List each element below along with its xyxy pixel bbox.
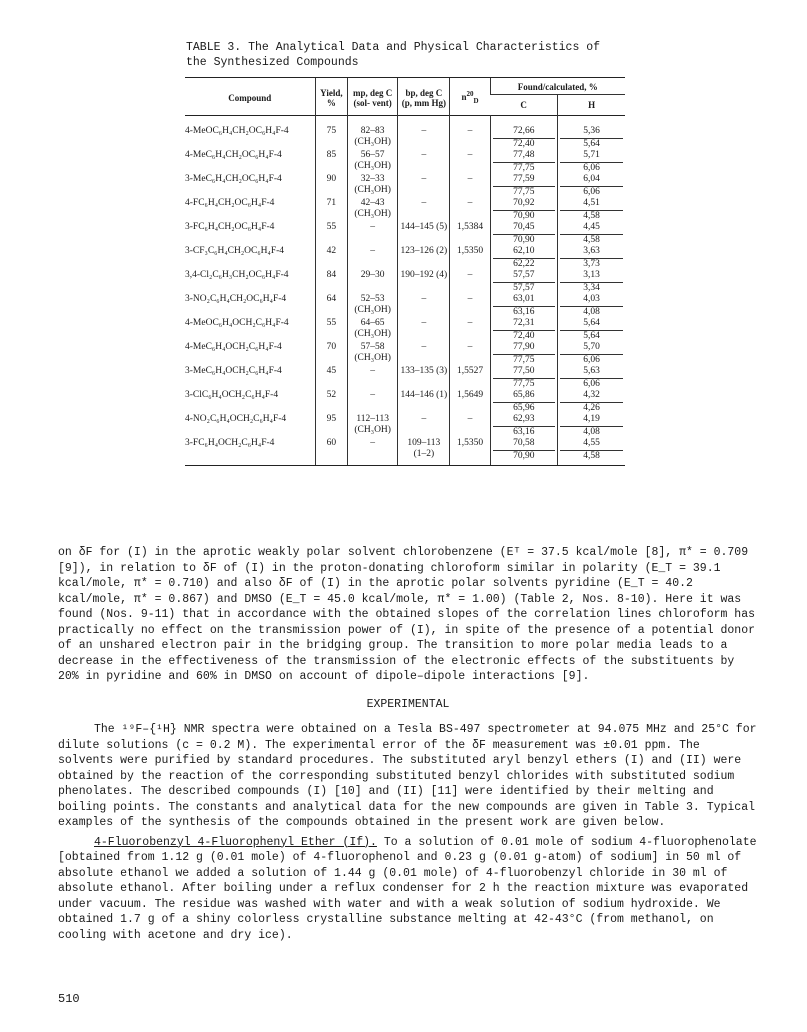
c-calculated-value: 63,16 [513, 306, 535, 317]
c-calculated-value: 77,75 [513, 162, 535, 173]
mp-cell: – [348, 438, 398, 466]
h-found-value: 4,32 [560, 390, 623, 403]
table-row [185, 116, 625, 151]
yield-cell: 60 [315, 438, 347, 466]
table-row [185, 438, 625, 466]
paragraph-nmr-methods: The ¹⁹F–{¹H} NMR spectra were obtained on a Tesla BS-497 spectrometer at 94.075 MHz and 25°C for dilute solutions (c = 0.2 M). The experimental error of the δF measurement was ±0.01 ppm. The solvents were purified by standard procedures. The substituted aryl benzyl ethers (I) and (II) were obtained by the reaction of the corresponding substituted benzyl chlorides with substituted sodium phenolates. The described compounds (I) [10] and (II) [11] were identified by their melting and boiling points. The constants and analytical data for the new compounds are given in Table 3. Typical examples of the synthesis of the compounds obtained in the present work are given below. [58, 723, 757, 829]
h-percent-cell [558, 342, 625, 366]
header-h: H [558, 94, 625, 116]
h-percent-cell [558, 198, 625, 222]
c-calculated-value: 70,90 [513, 234, 535, 245]
yield-cell: 95 [315, 414, 347, 438]
yield-cell: 85 [315, 150, 347, 174]
mp-cell: 52–53 (CH₃OH) [348, 294, 398, 318]
yield-cell: 52 [315, 390, 347, 414]
bp-cell: 144–146 (1) [398, 390, 450, 414]
nd-cell: 1,5527 [450, 366, 490, 390]
c-found-value: 62,93 [493, 414, 556, 427]
h-calculated-value: 4,26 [583, 402, 600, 413]
c-calculated-value: 57,57 [513, 282, 535, 293]
data-table [185, 77, 625, 466]
c-percent-cell [490, 318, 558, 342]
bp-cell: 123–126 (2) [398, 246, 450, 270]
c-found-value: 77,90 [493, 342, 556, 355]
mp-cell: – [348, 390, 398, 414]
h-calculated-value: 5,64 [583, 330, 600, 341]
yield-cell: 71 [315, 198, 347, 222]
h-percent-cell [558, 366, 625, 390]
bp-cell: 133–135 (3) [398, 366, 450, 390]
yield-cell: 45 [315, 366, 347, 390]
table-row [185, 150, 625, 174]
h-percent-cell [558, 222, 625, 246]
mp-cell: 56–57 (CH₃OH) [348, 150, 398, 174]
nd-cell: – [450, 414, 490, 438]
h-found-value: 3,63 [560, 246, 623, 259]
table-row [185, 390, 625, 414]
table-row [185, 246, 625, 270]
h-calculated-value: 6,06 [583, 186, 600, 197]
c-found-value: 65,86 [493, 390, 556, 403]
h-found-value: 4,51 [560, 198, 623, 211]
compound-cell: 3-CF₃C₆H₄CH₂OC₆H₄F-4 [185, 246, 285, 256]
compound-cell: 3-FC₆H₄CH₂OC₆H₄F-4 [185, 222, 275, 232]
synthesis-title: 4-Fluorobenzyl 4-Fluorophenyl Ether (If). [94, 835, 377, 849]
table-row [185, 342, 625, 366]
table-row [185, 294, 625, 318]
c-found-value: 72,31 [493, 318, 556, 331]
nd-cell: – [450, 198, 490, 222]
table-row [185, 222, 625, 246]
table-row [185, 270, 625, 294]
c-percent-cell [490, 438, 558, 466]
h-percent-cell [558, 414, 625, 438]
header-yield: Yield, % [315, 78, 347, 116]
nd-cell: 1,5384 [450, 222, 490, 246]
yield-cell: 55 [315, 222, 347, 246]
compound-cell: 4-MeOC₆H₄OCH₂C₆H₄F-4 [185, 318, 289, 328]
bp-cell: – [398, 198, 450, 222]
mp-cell: 42–43 (CH₃OH) [348, 198, 398, 222]
c-percent-cell [490, 414, 558, 438]
nd-cell: – [450, 116, 490, 151]
page-number: 510 [58, 992, 80, 1006]
yield-cell: 42 [315, 246, 347, 270]
h-percent-cell [558, 174, 625, 198]
h-found-value: 5,71 [560, 150, 623, 163]
h-found-value: 4,19 [560, 414, 623, 427]
paragraph-synthesis [58, 835, 758, 944]
h-found-value: 5,64 [560, 318, 623, 331]
h-calculated-value: 5,64 [583, 138, 600, 149]
h-found-value: 5,36 [560, 126, 623, 139]
c-calculated-value: 62,22 [513, 258, 535, 269]
compound-cell: 3-ClC₆H₄OCH₂C₆H₄F-4 [185, 390, 279, 400]
yield-cell: 64 [315, 294, 347, 318]
compound-cell: 4-MeC₆H₄CH₂OC₆H₄F-4 [185, 150, 282, 160]
bp-cell: 109–113 (1–2) [398, 438, 450, 466]
paragraph-solvent-effects: on δF for (I) in the aprotic weakly polar solvent chlorobenzene (Eᵀ = 37.5 kcal/mole [8], π* = 0.709 [9]), in relation to δF of (I) in the proton-donating chloroform similar in polarity (E_T = 39.1 kcal/mole, π* = 0.710) and also δF of (I) in the aprotic polar solvents pyridine (E_T = 40.2 kcal/mole, π* = 0.867) and DMSO (E_T = 45.0 kcal/mole, π* = 1.00) (Table 2, Nos. 8-10). Here it was found (Nos. 9-11) that in accordance with the obtained slopes of the correlation lines chloroform has practically no effect on the transmission power of (I), in spite of the presence of a potential donor of an unshared electron pair in the bridging group. The transition to more polar media leads to a decrease in the effectiveness of the transmission of the electronic effects of the substituents by 20% in pyridine and 60% in DMSO on account of dipole–dipole interactions [9]. [58, 546, 756, 683]
nd-cell: 1,5350 [450, 246, 490, 270]
c-found-value: 77,50 [493, 366, 556, 379]
nd-cell: – [450, 318, 490, 342]
header-compound: Compound [185, 78, 315, 116]
h-found-value: 3,13 [560, 270, 623, 283]
h-percent-cell [558, 318, 625, 342]
nd-cell: – [450, 270, 490, 294]
bp-cell: – [398, 294, 450, 318]
c-percent-cell [490, 174, 558, 198]
yield-cell: 90 [315, 174, 347, 198]
h-calculated-value: 6,06 [583, 378, 600, 389]
c-found-value: 62,10 [493, 246, 556, 259]
table-row [185, 198, 625, 222]
c-percent-cell [490, 222, 558, 246]
table-body [185, 116, 625, 466]
header-nd: $n^{20}_D$ [450, 78, 490, 116]
article-body [58, 545, 758, 943]
c-calculated-value: 70,90 [513, 210, 535, 221]
h-percent-cell [558, 150, 625, 174]
h-found-value: 5,63 [560, 366, 623, 379]
h-calculated-value: 6,06 [583, 162, 600, 173]
compound-cell: 3,4-Cl₂C₆H₃CH₂OC₆H₄F-4 [185, 270, 289, 280]
yield-cell: 75 [315, 116, 347, 151]
h-percent-cell [558, 246, 625, 270]
c-found-value: 77,48 [493, 150, 556, 163]
h-found-value: 4,55 [560, 438, 623, 451]
mp-cell: 29–30 [348, 270, 398, 294]
c-percent-cell [490, 116, 558, 151]
mp-cell: 112–113 (CH₃OH) [348, 414, 398, 438]
yield-cell: 70 [315, 342, 347, 366]
c-found-value: 57,57 [493, 270, 556, 283]
compound-cell: 3-FC₆H₄OCH₂C₆H₄F-4 [185, 438, 315, 466]
c-found-value: 63,01 [493, 294, 556, 307]
bp-cell: – [398, 150, 450, 174]
c-found-value: 70,92 [493, 198, 556, 211]
c-percent-cell [490, 342, 558, 366]
h-found-value: 4,03 [560, 294, 623, 307]
h-found-value: 5,70 [560, 342, 623, 355]
compound-cell: 3-MeC₆H₄OCH₂C₆H₄F-4 [185, 366, 282, 376]
nd-cell: 1,5350 [450, 438, 490, 466]
nd-cell: – [450, 150, 490, 174]
c-percent-cell [490, 246, 558, 270]
c-calculated-value: 65,96 [513, 402, 535, 413]
mp-cell: – [348, 246, 398, 270]
table-row [185, 414, 625, 438]
mp-cell: 32–33 (CH₃OH) [348, 174, 398, 198]
compound-cell: 4-MeC₆H₄OCH₂C₆H₄F-4 [185, 342, 282, 352]
bp-cell: – [398, 414, 450, 438]
c-percent-cell [490, 366, 558, 390]
h-calculated-value: 4,58 [583, 450, 600, 461]
c-percent-cell [490, 150, 558, 174]
table-row [185, 174, 625, 198]
mp-cell: – [348, 222, 398, 246]
bp-cell: – [398, 342, 450, 366]
nd-cell: – [450, 342, 490, 366]
h-percent-cell [558, 116, 625, 151]
c-calculated-value: 72,40 [513, 138, 535, 149]
compound-cell: 4-NO₂C₆H₄OCH₂C₆H₄F-4 [185, 414, 287, 424]
table-row [185, 366, 625, 390]
nd-cell: – [450, 174, 490, 198]
section-heading: EXPERIMENTAL [366, 697, 450, 711]
header-bp: bp, deg C (p, mm Hg) [398, 78, 450, 116]
table-caption: TABLE 3. The Analytical Data and Physical Characteristics of the Synthesized Compounds [186, 41, 601, 69]
c-percent-cell [490, 390, 558, 414]
nd-cell: – [450, 294, 490, 318]
compound-cell: 4-FC₆H₄CH₂OC₆H₄F-4 [185, 198, 275, 208]
h-found-value: 6,04 [560, 174, 623, 187]
c-calculated-value: 77,75 [513, 378, 535, 389]
header-c: C [490, 94, 558, 116]
c-percent-cell [490, 294, 558, 318]
mp-cell: – [348, 366, 398, 390]
h-calculated-value: 4,58 [583, 234, 600, 245]
c-calculated-value: 72,40 [513, 330, 535, 341]
bp-cell: 190–192 (4) [398, 270, 450, 294]
c-calculated-value: 77,75 [513, 354, 535, 365]
yield-cell: 55 [315, 318, 347, 342]
c-found-value: 70,45 [493, 222, 556, 235]
c-calculated-value: 63,16 [513, 426, 535, 437]
table-row [185, 318, 625, 342]
h-percent-cell [558, 294, 625, 318]
bp-cell: – [398, 318, 450, 342]
c-percent-cell [490, 270, 558, 294]
bp-cell: 144–145 (5) [398, 222, 450, 246]
yield-cell: 84 [315, 270, 347, 294]
h-found-value: 4,45 [560, 222, 623, 235]
mp-cell: 64–65 (CH₃OH) [348, 318, 398, 342]
synthesis-text: To a solution of 0.01 mole of sodium 4-fluorophenolate [obtained from 1.12 g (0.01 mole) of 4-fluorophenol and 0.23 g (0.01 g-atom) of sodium] in 50 ml of absolute ethanol we added a solution of 1.44 g (0.01 mole) of 4-fluorobenzyl chloride in 30 ml of absolute ethanol. After boiling under a reflux condenser for 2 h the reaction mixture was evaporated under vacuum. The residue was washed with water and with a weak solution of sodium hydroxide. We obtained 1.7 g of a shiny colorless crystalline substance melting at 42-43°C (from methanol, on cooling with acetone and dry ice). [58, 835, 757, 942]
mp-cell: 57–58 (CH₃OH) [348, 342, 398, 366]
bp-cell: – [398, 174, 450, 198]
compound-cell: 3-NO₂C₆H₄CH₂OC₆H₄F-4 [185, 294, 287, 304]
h-calculated-value: 3,34 [583, 282, 600, 293]
nd-cell: 1,5649 [450, 390, 490, 414]
compound-cell: 4-MeOC₆H₄CH₂OC₆H₄F-4 [185, 126, 289, 136]
h-calculated-value: 4,08 [583, 426, 600, 437]
c-found-value: 70,58 [493, 438, 556, 451]
c-percent-cell [490, 198, 558, 222]
header-mp: mp, deg C (sol- vent) [348, 78, 398, 116]
mp-cell: 82–83 (CH₃OH) [348, 116, 398, 151]
h-calculated-value: 4,58 [583, 210, 600, 221]
h-percent-cell [558, 390, 625, 414]
c-found-value: 77,59 [493, 174, 556, 187]
c-calculated-value: 77,75 [513, 186, 535, 197]
header-found-calculated: Found/calculated, % [490, 78, 625, 95]
h-percent-cell [558, 270, 625, 294]
h-calculated-value: 3,73 [583, 258, 600, 269]
h-calculated-value: 4,08 [583, 306, 600, 317]
h-calculated-value: 6,06 [583, 354, 600, 365]
c-found-value: 72,66 [493, 126, 556, 139]
compound-cell: 3-MeC₆H₄CH₂OC₆H₄F-4 [185, 174, 282, 184]
bp-cell: – [398, 116, 450, 151]
h-percent-cell [558, 438, 625, 466]
c-calculated-value: 70,90 [513, 450, 535, 461]
